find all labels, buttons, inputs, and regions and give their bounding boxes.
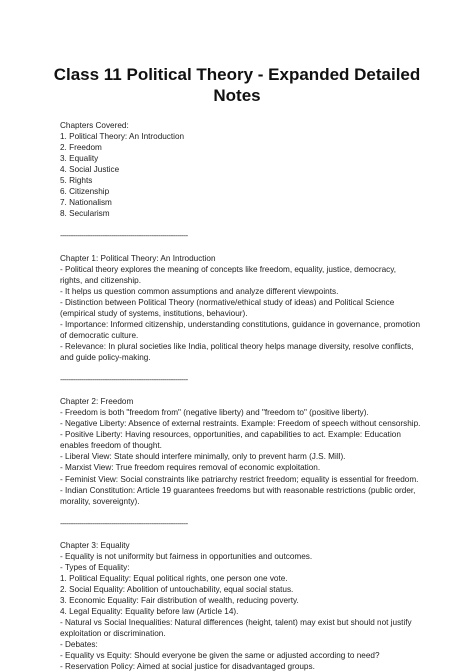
- chapter-2-heading: Chapter 2: Freedom: [60, 397, 134, 407]
- chapter-2-line: enables freedom of thought.: [60, 441, 162, 451]
- chapter-2-section: [60, 396, 420, 506]
- chapter-3-line: - Types of Equality:: [60, 562, 130, 572]
- title-line-1: Class 11 Political Theory - Expanded Detailed: [53, 65, 421, 84]
- chapter-list-item: 6. Citizenship: [60, 187, 110, 197]
- chapter-2-line: - Indian Constitution: Article 19 guarantees freedoms but with reasonable restrictions (public order,: [60, 485, 416, 495]
- title-line-2: Notes: [213, 86, 261, 105]
- chapter-2-line: morality, sovereignty).: [60, 496, 140, 506]
- separator-rule: ------------------------------------------------------------: [60, 518, 188, 528]
- chapter-1-line: of democratic culture.: [60, 330, 139, 340]
- chapter-2-line: - Positive Liberty: Having resources, opportunities, and capabilities to act. Example: Education: [60, 430, 401, 440]
- chapter-1-line: - Political theory explores the meaning of concepts like freedom, equality, justice, democracy,: [60, 264, 396, 274]
- spacer: [60, 242, 420, 253]
- chapter-3-line: 4. Legal Equality: Equality before law (Article 14).: [60, 607, 239, 617]
- chapter-1-line: - Relevance: In plural societies like India, political theory helps manage diversity, resolve conflicts,: [60, 341, 414, 351]
- chapter-3-section: [60, 540, 420, 672]
- chapter-3-line: - Natural vs Social Inequalities: Natural differences (height, talent) may exist but should not justify: [60, 618, 412, 628]
- chapter-list-item: 4. Social Justice: [60, 165, 120, 175]
- chapter-list-item: 8. Secularism: [60, 209, 110, 219]
- chapter-1-line: rights, and citizenship.: [60, 275, 142, 285]
- chapter-3-line: - Reservation Policy: Aimed at social justice for disadvantaged groups.: [60, 662, 315, 672]
- spacer: [60, 385, 420, 396]
- chapter-list-item: 7. Nationalism: [60, 198, 112, 208]
- chapter-list-item: 1. Political Theory: An Introduction: [60, 132, 185, 142]
- separator-rule: ------------------------------------------------------------: [60, 375, 188, 385]
- chapter-3-line: 2. Social Equality: Abolition of untouchability, equal social status.: [60, 584, 294, 594]
- chapter-3-line: - Debates:: [60, 640, 98, 650]
- chapter-1-line: and guide policy-making.: [60, 352, 151, 362]
- chapters-heading: Chapters Covered:: [60, 121, 129, 130]
- chapter-1-line: - It helps us question common assumptions and analyze different viewpoints.: [60, 286, 339, 296]
- chapter-2-line: - Feminist View: Social constraints like patriarchy restrict freedom; equality is essential for freedom.: [60, 474, 419, 484]
- spacer: [60, 507, 420, 518]
- chapter-2-line: - Marxist View: True freedom requires removal of economic exploitation.: [60, 463, 321, 473]
- chapter-1-heading: Chapter 1: Political Theory: An Introduction: [60, 253, 216, 263]
- chapter-1-line: - Importance: Informed citizenship, understanding constitutions, guidance in governance, promotion: [60, 319, 421, 329]
- chapter-1-line: - Distinction between Political Theory (normative/ethical study of ideas) and Political Science: [60, 297, 395, 307]
- chapter-3-heading: Chapter 3: Equality: [60, 540, 130, 550]
- chapter-1-section: [60, 253, 420, 363]
- chapter-3-line: 3. Economic Equality: Fair distribution of wealth, reducing poverty.: [60, 596, 299, 606]
- chapter-3-line: exploitation or discrimination.: [60, 629, 166, 639]
- spacer: [60, 363, 420, 374]
- separator-rule: ------------------------------------------------------------: [60, 231, 188, 241]
- chapter-2-line: - Liberal View: State should interfere minimally, only to prevent harm (J.S. Mill).: [60, 452, 346, 462]
- chapter-list-item: 5. Rights: [60, 176, 93, 186]
- document-title: [40, 64, 434, 106]
- chapter-3-line: 1. Political Equality: Equal political rights, one person one vote.: [60, 573, 288, 583]
- spacer: [60, 219, 420, 230]
- chapter-2-line: - Negative Liberty: Absence of external restraints. Example: Freedom of speech without censorship.: [60, 419, 421, 429]
- chapter-list-item: 2. Freedom: [60, 143, 102, 153]
- chapter-2-line: - Freedom is both "freedom from" (negative liberty) and "freedom to" (positive liberty).: [60, 408, 369, 418]
- chapter-1-line: (empirical study of systems, institutions, behaviour).: [60, 308, 248, 318]
- document-body: [60, 120, 420, 672]
- spacer: [60, 529, 420, 540]
- chapter-3-line: - Equality is not uniformity but fairness in opportunities and outcomes.: [60, 551, 313, 561]
- chapter-3-line: - Equality vs Equity: Should everyone be given the same or adjusted according to need?: [60, 651, 380, 661]
- chapter-list-item: 3. Equality: [60, 154, 99, 164]
- chapters-list-section: [60, 120, 420, 219]
